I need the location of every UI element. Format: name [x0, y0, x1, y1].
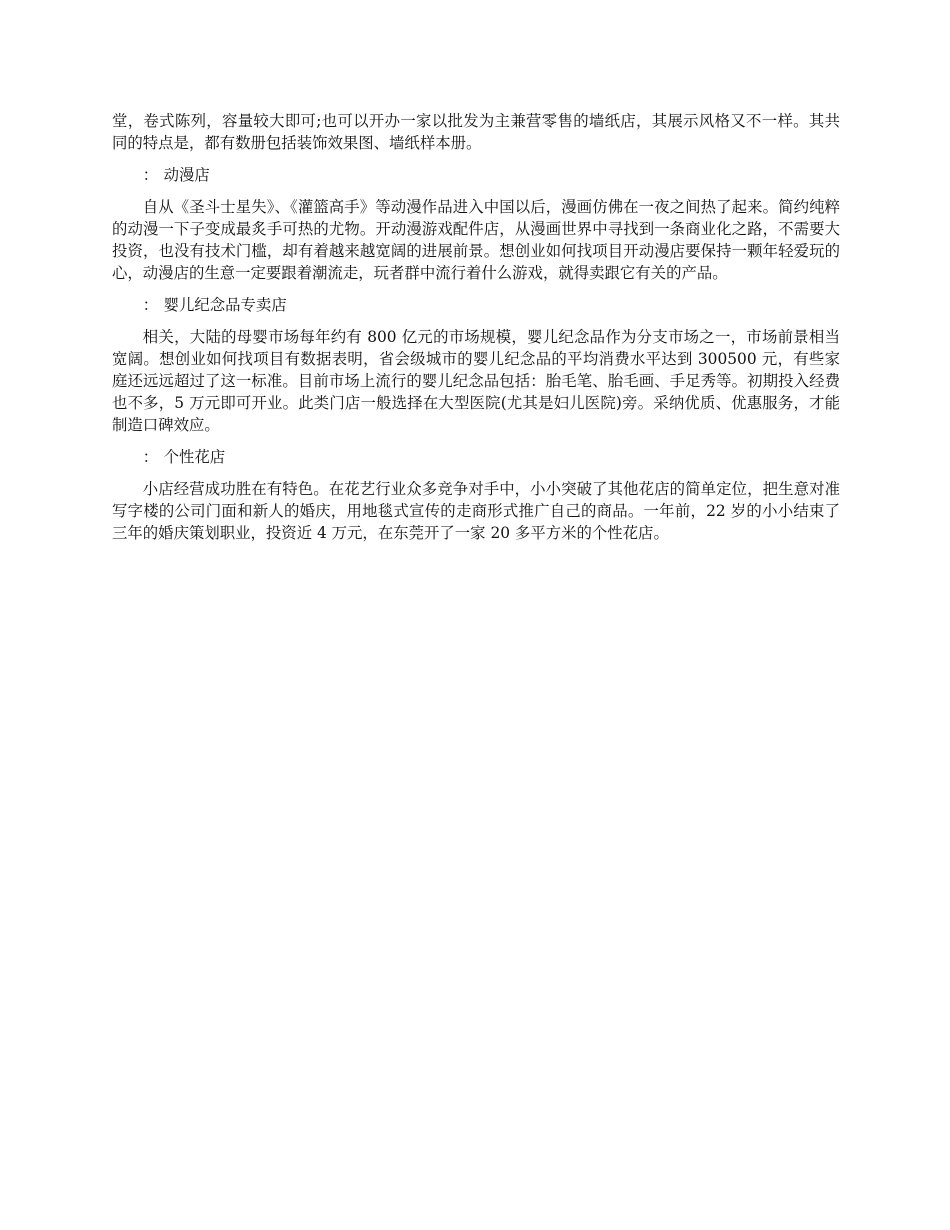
section-body-flower-shop: 小店经营成功胜在有特色。在花艺行业众多竞争对手中，小小突破了其他花店的简单定位，把生意对准写字楼的公司门面和新人的婚庆，用地毯式宣传的走商形式推广自己的商品。一年前，22 岁的小小结束了三年的婚庆策划职业，投资近 4 万元，在东莞开了一家 20 多平方米的个性花店。	[112, 480, 840, 542]
section-body-anime-shop: 自从《圣斗士星失》、《灌篮高手》等动漫作品进入中国以后，漫画仿佛在一夜之间热了起来。简约纯粹的动漫一下子变成最炙手可热的尤物。开动漫游戏配件店，从漫画世界中寻找到一条商业化之路，不需要大投资，也没有技术门槛，却有着越来越宽阔的进展前景。想创业如何找项目开动漫店要保持一颗年轻爱玩的心，动漫店的生意一定要跟着潮流走，玩者群中流行着什么游戏，就得卖跟它有关的产品。	[112, 198, 840, 282]
heading-prefix: ：	[142, 166, 159, 184]
heading-title: 动漫店	[163, 166, 210, 184]
section-heading-baby-keepsake-shop	[112, 294, 840, 316]
heading-title: 婴儿纪念品专卖店	[163, 296, 287, 314]
heading-title: 个性花店	[163, 448, 226, 466]
section-body-baby-keepsake-shop: 相关，大陆的母婴市场每年约有 800 亿元的市场规模，婴儿纪念品作为分支市场之一，市场前景相当宽阔。想创业如何找项目有数据表明，省会级城市的婴儿纪念品的平均消费水平达到 300500 元，有些家庭还远远超过了这一标准。目前市场上流行的婴儿纪念品包括：胎毛笔、胎毛画、手足秀等。初期投入经费也不多，5 万元即可开业。此类门店一般选择在大型医院(尤其是妇儿医院)旁。采纳优质、优惠服务，才能制造口碑效应。	[112, 328, 840, 434]
section-heading-anime-shop	[112, 164, 840, 186]
heading-prefix: ：	[142, 296, 159, 314]
intro-paragraph: 堂，卷式陈列，容量较大即可;也可以开办一家以批发为主兼营零售的墙纸店，其展示风格又不一样。其共同的特点是，都有数册包括装饰效果图、墙纸样本册。	[112, 112, 840, 152]
section-heading-flower-shop	[112, 446, 840, 468]
heading-prefix: ：	[142, 448, 159, 466]
document-page	[112, 110, 840, 554]
